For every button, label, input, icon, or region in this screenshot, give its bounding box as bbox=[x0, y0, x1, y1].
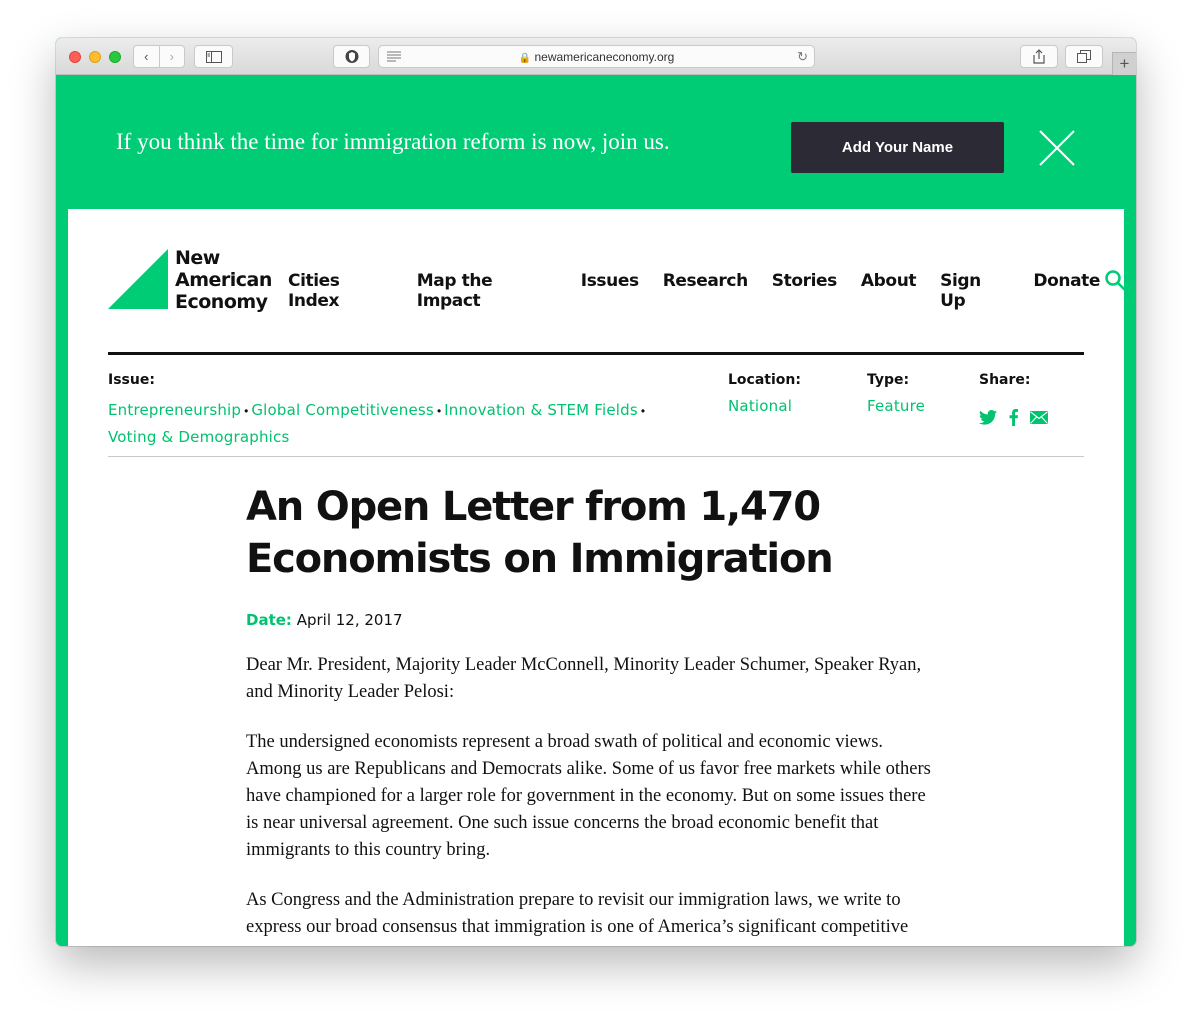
logo-line: New bbox=[175, 247, 220, 269]
separator-dot: • bbox=[436, 404, 442, 418]
issue-label: Issue: bbox=[108, 372, 155, 388]
join-banner bbox=[56, 75, 1136, 209]
logo-triangle-icon bbox=[108, 249, 168, 309]
browser-toolbar bbox=[56, 38, 1136, 75]
browser-window bbox=[56, 38, 1136, 946]
privacy-report-button[interactable] bbox=[333, 45, 370, 68]
issue-link-voting-demographics[interactable]: Voting & Demographics bbox=[108, 428, 290, 446]
main-nav bbox=[288, 271, 1124, 311]
site-logo[interactable] bbox=[108, 249, 280, 313]
lock-icon: 🔒 bbox=[518, 53, 532, 64]
article-paragraph: The undersigned economists represent a broad swath of political and economic views. Among us are Republicans and Democrats alike. Some of us favor free markets while others have championed for a larger role for government in the economy. But on some issues there is near universal agreement. One such issue concerns the broad economic benefit that immigrants to this country bring. bbox=[246, 732, 931, 860]
header-divider bbox=[108, 352, 1084, 355]
article-date bbox=[246, 611, 936, 629]
type-label: Type: bbox=[867, 372, 910, 388]
facebook-icon[interactable] bbox=[1009, 409, 1018, 426]
issue-link-entrepreneurship[interactable]: Entrepreneurship bbox=[108, 401, 242, 419]
article-paragraph: As Congress and the Administration prepare to revisit our immigration laws, we write to express our broad consensus that immigration is one of America’s significant competitive bbox=[246, 890, 909, 937]
separator-dot: • bbox=[244, 404, 249, 418]
nav-donate[interactable]: Donate bbox=[1033, 271, 1100, 291]
article-title bbox=[246, 481, 936, 585]
new-tab-button[interactable]: + bbox=[1112, 52, 1136, 75]
title-line: An Open Letter from 1,470 bbox=[246, 484, 820, 530]
location-label: Location: bbox=[728, 372, 801, 388]
nav-research[interactable]: Research bbox=[662, 271, 748, 291]
zoom-window-button[interactable] bbox=[109, 51, 121, 63]
nav-map-the-impact[interactable]: Map the Impact bbox=[416, 271, 493, 311]
location-link[interactable]: National bbox=[728, 397, 793, 415]
article-paragraph: Dear Mr. President, Majority Leader McConnell, Minority Leader Schumer, Speaker Ryan, and Minority Leader Pelosi: bbox=[246, 655, 922, 702]
search-icon[interactable] bbox=[1104, 269, 1124, 291]
logo-line: Economy bbox=[175, 291, 268, 313]
url-display bbox=[379, 50, 814, 64]
email-icon[interactable] bbox=[1030, 411, 1048, 424]
nav-cities-index[interactable]: Cities Index bbox=[288, 271, 340, 311]
nav-sign-up[interactable]: Sign Up bbox=[940, 271, 981, 311]
close-window-button[interactable] bbox=[69, 51, 81, 63]
close-icon[interactable] bbox=[1039, 130, 1075, 166]
nav-about[interactable]: About bbox=[860, 271, 917, 291]
logo-wordmark bbox=[175, 247, 272, 313]
date-value: April 12, 2017 bbox=[296, 611, 403, 629]
issue-link-innovation-stem[interactable]: Innovation & STEM Fields bbox=[444, 401, 638, 419]
sidebar-toggle-button[interactable] bbox=[194, 45, 233, 68]
tabs-icon bbox=[1077, 50, 1091, 63]
forward-button[interactable]: › bbox=[169, 49, 174, 64]
share-label: Share: bbox=[979, 372, 1031, 388]
meta-divider bbox=[108, 456, 1084, 457]
address-bar[interactable] bbox=[378, 45, 815, 68]
back-button[interactable]: ‹ bbox=[144, 49, 149, 64]
nav-stories[interactable]: Stories bbox=[771, 271, 837, 291]
banner-message: If you think the time for immigration reform is now, join us. bbox=[116, 129, 670, 154]
issue-tags bbox=[108, 397, 708, 451]
title-line: Economists on Immigration bbox=[246, 536, 833, 582]
reload-icon[interactable]: ↻ bbox=[797, 49, 808, 64]
issue-link-global-competitiveness[interactable]: Global Competitiveness bbox=[251, 401, 434, 419]
page-content bbox=[68, 209, 1124, 946]
tab-overview-button[interactable] bbox=[1065, 45, 1103, 68]
article bbox=[246, 481, 936, 941]
shield-icon bbox=[345, 49, 359, 64]
add-your-name-button[interactable]: Add Your Name bbox=[791, 122, 1004, 173]
minimize-window-button[interactable] bbox=[89, 51, 101, 63]
logo-line: American bbox=[175, 269, 272, 291]
share-button[interactable] bbox=[1020, 45, 1058, 68]
history-nav bbox=[133, 45, 185, 68]
date-label: Date: bbox=[246, 611, 292, 629]
share-icon bbox=[1033, 49, 1045, 64]
nav-issues[interactable]: Issues bbox=[580, 271, 639, 291]
twitter-icon[interactable] bbox=[979, 410, 997, 425]
url-text: newamericaneconomy.org bbox=[534, 50, 675, 64]
share-icons bbox=[979, 409, 1048, 426]
separator-dot: • bbox=[640, 404, 646, 418]
type-link[interactable]: Feature bbox=[867, 397, 926, 415]
sidebar-icon bbox=[206, 51, 222, 63]
